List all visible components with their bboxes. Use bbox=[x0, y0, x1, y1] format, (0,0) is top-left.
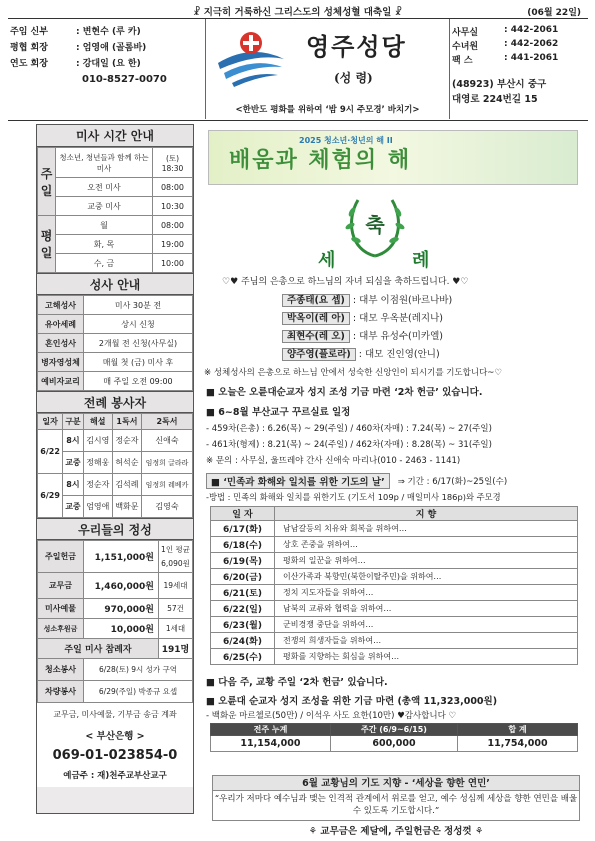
feast-title: ☧ 지극히 거룩하신 그리스도의 성체성혈 대축일 ☧ bbox=[192, 7, 403, 18]
prayer-intention-table: 일 자 지 향 6/17(화) 남남갈등의 치유와 회복을 위하여… 6/18(수) 상호 존중을 위하여… 6/19(목) 평화의 일꾼을 위하여… 6/20(금) 이산가족과 북향민(북한이탈주민)을 위하여… 6/21(토) 정치 지도자들을 위하여… 6/22(일) 남북의 교류와 협력을 위하여… 6/23(월) 군비경쟁 중단을 위하여… 6/24(화) 전쟁의 희생자들을 위하여… 6/25(수) 평화를 지향하는 회심을 위하여… bbox=[210, 506, 578, 665]
baptism-row: 박옥이(레 아) : 대모 우옥분(레지나) bbox=[282, 310, 572, 328]
sacrament-guide-table: 고해성사 미사 30분 전 유아세례 상시 신청 혼인성사 2개월 전 신청(사무실) 병자영성체 매월 첫 (금) 미사 후 예비자교리 매 주일 오전 09:00 bbox=[37, 295, 193, 391]
shrine-fund-table: 전주 누계 주간 (6/9~6/15) 합 계 11,154,000 600,000 11,754,000 bbox=[210, 723, 578, 752]
contact-row: 수녀원 : 442-2062 bbox=[452, 39, 559, 52]
staff-row: 주임 신부 : 변현수 (루 카) bbox=[10, 26, 141, 37]
bank-account-box bbox=[37, 703, 193, 787]
church-subtitle: (성 령) bbox=[334, 71, 373, 85]
notice-cursillo-title: ■ 6~8월 부산교구 꾸르실료 일정 bbox=[206, 407, 351, 418]
staff-row: 연도 회장 : 강대일 (요 한) bbox=[10, 58, 141, 69]
celebrate-word-1: 세 bbox=[318, 250, 336, 271]
liturgy-servers-table: 일자 구분 해설 1독서 2독서 6/22 8시 김시영 정순자 신애숙 교중 정해웅 허석순 임정희 글라라 6/29 8시 정순자 김석례 임정희 레베카 교중 엄영애 백화문 김영숙 bbox=[37, 413, 193, 518]
notice-peace-day: ■ ‘민족과 화해와 일치를 위한 기도의 날’ ⇒ 기간 : 6/17(화)~25일(수) bbox=[206, 472, 584, 490]
bank-note: 교무금, 미사예물, 기부금 송금 계좌 bbox=[53, 710, 177, 719]
baptism-intro: ♡♥ 주님의 은총으로 하느님의 자녀 되심을 축하드립니다. ♥♡ bbox=[222, 277, 469, 287]
celebrate-char: 축 bbox=[365, 213, 385, 237]
church-logo bbox=[216, 29, 286, 89]
notice-cursillo-body: - 459차(은총) : 6.26(목) ~ 29(주일) / 460차(자매) : 7.24(목) ~ 27(주일) - 461차(형제) : 8.21(목) ~ 24(주일) / 462차(자매) : 8.28(목) ~ 31(주일) ※ 문의 : 사무실, 울뜨레야 간사 신애숙 마리나(010 - 2463 - 1141) bbox=[206, 424, 492, 466]
staff-row: 평협 회장 : 엄영애 (골롬바) bbox=[10, 42, 147, 53]
baptism-note: ※ 성체성사의 은총으로 하느님 안에서 성숙한 신앙인이 되시기를 기도합니다~♡ bbox=[204, 368, 503, 378]
mass-times-table: 주일 청소년, 청년들과 함께 하는 미사 (토) 18:30 오전 미사 08:00 교중 미사 10:30 평일 월 08:00 화, 목 19:00 수, 금 10:00 bbox=[37, 147, 193, 273]
bank-account-number: 069-01-023854-0 bbox=[52, 748, 178, 763]
staff-block bbox=[10, 19, 205, 119]
bank-name: < 부산은행 > bbox=[85, 731, 145, 742]
sacrament-guide-title: 성사 안내 bbox=[37, 273, 193, 295]
church-name: 영주성당 bbox=[306, 32, 407, 61]
papal-prayer-box bbox=[212, 775, 580, 821]
issue-date: (06월 22일) bbox=[527, 8, 581, 18]
feast-title-bar bbox=[10, 4, 585, 18]
papal-prayer-body: “우리가 저마다 예수님과 맺는 인격적 관계에서 위로를 얻고, 예수 성심께 세상을 향한 연민을 배울 수 있도록 기도합시다.” bbox=[212, 791, 580, 821]
offering-table: 주일헌금 1,151,000원 1인 평균 6,090원 교무금 1,460,000원 19세대 미사예물 970,000원 57건 성소후원금 10,000원 1세대 주일 미사 참례자 191명 청소봉사 6/28(토) 9시 성가 구역 차량봉사 6/29(주일) 박종규 요셉 bbox=[37, 540, 193, 703]
left-info-column bbox=[36, 124, 194, 814]
celebrate-word-2: 례 bbox=[412, 250, 430, 271]
divider bbox=[8, 120, 588, 121]
contact-block bbox=[452, 19, 587, 119]
bank-holder: 예금주 : 재)천주교부산교구 bbox=[63, 771, 167, 781]
slogan: <한반도 평화를 위하여 ‘밤 9시 주모경’ 바치기> bbox=[235, 105, 420, 115]
church-header bbox=[205, 19, 450, 119]
notice-papal-collection: ■ 다음 주, 교황 주일 ‘2차 헌금’ 있습니다. bbox=[206, 677, 388, 688]
staff-phone: 010-8527-0070 bbox=[82, 74, 167, 85]
contact-row: 팩 스 : 441-2061 bbox=[452, 53, 559, 66]
sunday-label: 주일 bbox=[38, 148, 56, 216]
footer-reminder: ⚘ 교무금은 제달에, 주일헌금은 정성껏 ⚘ bbox=[308, 826, 484, 837]
notice-shrine-donors: - 백화운 마르첼로(50만) / 이석우 사도 요한(10만) ♥감사합니다 ♡ bbox=[206, 711, 457, 721]
mass-times-title: 미사 시간 안내 bbox=[37, 125, 193, 147]
notice-peace-method: -방법 : 민족의 화해와 일치를 위한기도 (기도서 109p / 매일미사 186p)와 주모경 bbox=[206, 492, 501, 502]
wreath-icon bbox=[340, 190, 410, 260]
baptism-list bbox=[282, 292, 572, 364]
liturgy-servers-title: 전례 봉사자 bbox=[37, 391, 193, 413]
notice-second-collection: ■ 오늘은 오륜대순교자 성지 조성 기금 마련 ‘2차 헌금’ 있습니다. bbox=[206, 387, 483, 398]
contact-row: 사무실 : 442-2061 bbox=[452, 25, 559, 38]
weekday-label: 평일 bbox=[38, 216, 56, 273]
address: (48923) 부산시 중구 대영로 224번길 15 bbox=[452, 79, 547, 105]
papal-prayer-title: 6월 교황님의 기도 지향 - ‘세상을 향한 연민’ bbox=[212, 775, 580, 791]
baptism-row: 주종태(요 셉) : 대부 이점원(바르나바) bbox=[282, 292, 572, 310]
baptism-row: 최현수(레 오) : 대부 유성수(미카엘) bbox=[282, 328, 572, 346]
offering-title: 우리들의 정성 bbox=[37, 518, 193, 540]
baptism-row: 양주영(플로라) : 대모 진인영(안니) bbox=[282, 346, 572, 364]
notice-shrine-fund: ■ 오륜대 순교자 성지 조성을 위한 기금 마련 (총액 11,323,000원) bbox=[206, 696, 498, 707]
youth-year-banner: 2025 청소년·청년의 해 II 배움과 체험의 해 bbox=[208, 130, 578, 185]
